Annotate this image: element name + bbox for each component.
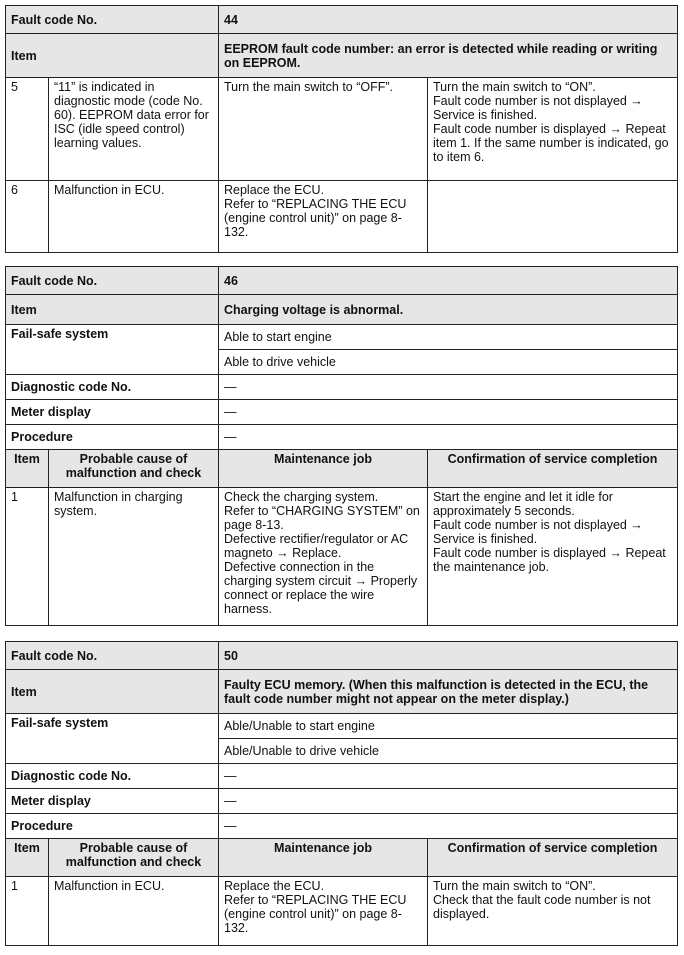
item-label: Item (6, 34, 219, 78)
item-label: Item (6, 295, 219, 325)
row-number: 1 (6, 488, 49, 626)
row-confirm (428, 877, 678, 946)
job-line: Refer to “REPLACING THE ECU (engine control unit)” on page 8-132. (224, 197, 407, 239)
row-job (219, 877, 428, 946)
confirm-line: Fault code number is displayed → Repeat the maintenance job. (433, 546, 666, 574)
failsafe-value: Able/Unable to drive vehicle (219, 739, 678, 764)
table-row (6, 488, 678, 626)
diagnostic-code-label: Diagnostic code No. (6, 375, 219, 400)
job-line: Replace the ECU. (224, 183, 325, 197)
row-cause: Malfunction in charging system. (49, 488, 219, 626)
confirm-line: Fault code number is not displayed → Service is finished. (433, 518, 643, 546)
job-line: Refer to “CHARGING SYSTEM” on page 8-13. (224, 504, 420, 532)
column-header-job: Maintenance job (219, 839, 428, 877)
item-value: Faulty ECU memory. (When this malfunction is detected in the ECU, the fault code number might not appear on the meter display.) (219, 670, 678, 714)
job-line: Turn the main switch to “OFF”. (224, 80, 394, 94)
table-row (6, 78, 678, 181)
table-row (6, 877, 678, 946)
meter-display-value: — (219, 400, 678, 425)
item-label: Item (6, 670, 219, 714)
job-line: Check the charging system. (224, 490, 379, 504)
row-number: 6 (6, 181, 49, 253)
fault-code-label: Fault code No. (6, 267, 219, 295)
column-header-job: Maintenance job (219, 450, 428, 488)
job-line: Refer to “REPLACING THE ECU (engine control unit)” on page 8-132. (224, 893, 407, 935)
failsafe-label: Fail-safe system (6, 325, 219, 375)
confirm-line: Check that the fault code number is not displayed. (433, 893, 651, 921)
diagnostic-code-label: Diagnostic code No. (6, 764, 219, 789)
meter-display-label: Meter display (6, 400, 219, 425)
fault-code-label: Fault code No. (6, 642, 219, 670)
row-cause: Malfunction in ECU. (49, 181, 219, 253)
column-header-cause: Probable cause of malfunction and check (49, 450, 219, 488)
row-number: 1 (6, 877, 49, 946)
meter-display-value: — (219, 789, 678, 814)
fault-code-value: 44 (219, 6, 678, 34)
procedure-label: Procedure (6, 814, 219, 839)
meter-display-label: Meter display (6, 789, 219, 814)
failsafe-value: Able to start engine (219, 325, 678, 350)
row-number: 5 (6, 78, 49, 181)
job-line: Replace the ECU. (224, 879, 325, 893)
row-job (219, 181, 428, 253)
table-row (6, 181, 678, 253)
row-cause: “11” is indicated in diagnostic mode (code No. 60). EEPROM data error for ISC (idle speed control) learning values. (49, 78, 219, 181)
row-cause: Malfunction in ECU. (49, 877, 219, 946)
diagnostic-code-value: — (219, 375, 678, 400)
row-job (219, 78, 428, 181)
procedure-value: — (219, 814, 678, 839)
column-header-item: Item (6, 839, 49, 877)
fault-table-46 (5, 266, 678, 626)
column-header-confirm: Confirmation of service completion (428, 450, 678, 488)
row-job (219, 488, 428, 626)
fault-table-44 (5, 5, 678, 253)
column-header-confirm: Confirmation of service completion (428, 839, 678, 877)
fault-table-50 (5, 641, 678, 946)
confirm-line: Turn the main switch to “ON”. (433, 879, 596, 893)
procedure-label: Procedure (6, 425, 219, 450)
item-value: EEPROM fault code number: an error is detected while reading or writing on EEPROM. (219, 34, 678, 78)
confirm-line: Start the engine and let it idle for approximately 5 seconds. (433, 490, 613, 518)
confirm-line: Fault code number is displayed → Repeat item 1. If the same number is indicated, go to item 6. (433, 122, 669, 164)
job-line: Defective connection in the charging system circuit → Properly connect or replace the wire harness. (224, 560, 418, 616)
failsafe-value: Able/Unable to start engine (219, 714, 678, 739)
item-value: Charging voltage is abnormal. (219, 295, 678, 325)
row-confirm (428, 488, 678, 626)
job-line: Defective rectifier/regulator or AC magneto → Replace. (224, 532, 409, 560)
procedure-value: — (219, 425, 678, 450)
confirm-line: Fault code number is not displayed → Service is finished. (433, 94, 643, 122)
failsafe-value: Able to drive vehicle (219, 350, 678, 375)
fault-code-value: 50 (219, 642, 678, 670)
row-confirm (428, 181, 678, 253)
column-header-item: Item (6, 450, 49, 488)
row-confirm (428, 78, 678, 181)
fault-code-value: 46 (219, 267, 678, 295)
diagnostic-code-value: — (219, 764, 678, 789)
fault-code-label: Fault code No. (6, 6, 219, 34)
column-header-cause: Probable cause of malfunction and check (49, 839, 219, 877)
confirm-line: Turn the main switch to “ON”. (433, 80, 596, 94)
failsafe-label: Fail-safe system (6, 714, 219, 764)
